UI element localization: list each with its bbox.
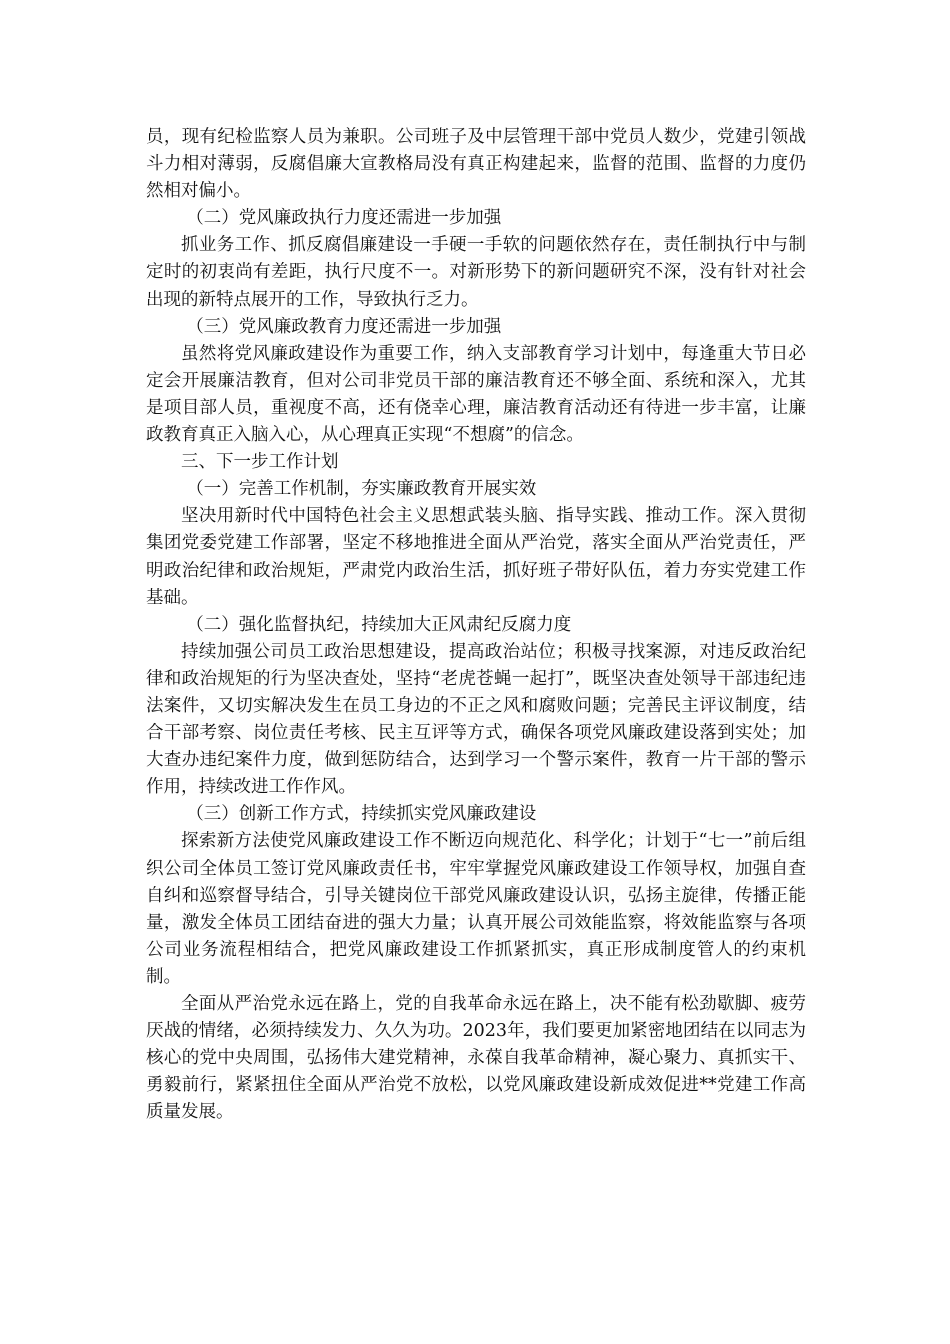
paragraph-mechanism: 坚决用新时代中国特色社会主义思想武装头脑、指导实践、推动工作。深入贯彻集团党委党建工作部署，坚定不移地推进全面从严治党，落实全面从严治党责任，严明政治纪律和政治规矩，严肃党内政治生活，抓好班子带好队伍，着力夯实党建工作基础。 — [146, 506, 806, 608]
paragraph-supervision: 持续加强公司员工政治思想建设，提高政治站位；积极寻找案源，对违反政治纪律和政治规矩的行为坚决查处，坚持“老虎苍蝇一起打”，既坚决查处领导干部违纪违法案件，又切实解决发生在员工身边的不正之风和腐败问题；完善民主评议制度，结合干部考察、岗位责任考核、民主互评等方式，确保各项党风廉政建设落到实处；加大查办违纪案件力度，做到惩防结合，达到学习一个警示案件，教育一片干部的警示作用，持续改进工作作风。 — [146, 641, 806, 798]
subheading-execution: （二）党风廉政执行力度还需进一步加强 — [186, 208, 502, 229]
paragraph-continuation: 员，现有纪检监察人员为兼职。公司班子及中层管理干部中党员人数少，党建引领战斗力相对薄弱，反腐倡廉大宣教格局没有真正构建起来，监督的范围、监督的力度仍然相对偏小。 — [146, 127, 806, 202]
paragraph-innovation: 探索新方法使党风廉政建设工作不断迈向规范化、科学化；计划于“七一”前后组织公司全体员工签订党风廉政责任书，牢牢掌握党风廉政建设工作领导权，加强自查自纠和巡察督导结合，引导关键岗位干部党风廉政建设认识，弘扬主旋律，传播正能量，激发全体员工团结奋进的强大力量；认真开展公司效能监察，将效能监察与各项公司业务流程相结合，把党风廉政建设工作抓紧抓实，真正形成制度管人的约束机制。 — [146, 831, 806, 987]
document-page — [146, 124, 806, 1126]
paragraph-education: 虽然将党风廉政建设作为重要工作，纳入支部教育学习计划中，每逢重大节日必定会开展廉洁教育，但对公司非党员干部的廉洁教育还不够全面、系统和深入，尤其是项目部人员，重视度不高，还有侥幸心理，廉洁教育活动还有待进一步丰富，让廉政教育真正入脑入心，从心理真正实现“不想腐”的信念。 — [146, 343, 806, 446]
paragraph-execution: 抓业务工作、抓反腐倡廉建设一手硬一手软的问题依然存在，责任制执行中与制定时的初衷尚有差距，执行尺度不一。对新形势下的新问题研究不深，没有针对社会出现的新特点展开的工作，导致执行乏力。 — [146, 235, 806, 310]
subheading-mechanism: （一）完善工作机制，夯实廉政教育开展实效 — [186, 479, 537, 500]
section-heading-next-plan: 三、下一步工作计划 — [181, 452, 339, 473]
subheading-innovation: （三）创新工作方式，持续抓实党风廉政建设 — [186, 804, 537, 825]
subheading-supervision: （二）强化监督执纪，持续加大正风肃纪反腐力度 — [186, 614, 572, 635]
paragraph-conclusion: 全面从严治党永远在路上，党的自我革命永远在路上，决不能有松劲歇脚、疲劳厌战的情绪，必须持续发力、久久为功。2023年，我们要更加紧密地团结在以同志为核心的党中央周围，弘扬伟大建党精神，永葆自我革命精神，凝心聚力、真抓实干、勇毅前行，紧紧扭住全面从严治党不放松，以党风廉政建设新成效促进**党建工作高质量发展。 — [146, 994, 806, 1123]
subheading-education: （三）党风廉政教育力度还需进一步加强 — [186, 316, 502, 337]
